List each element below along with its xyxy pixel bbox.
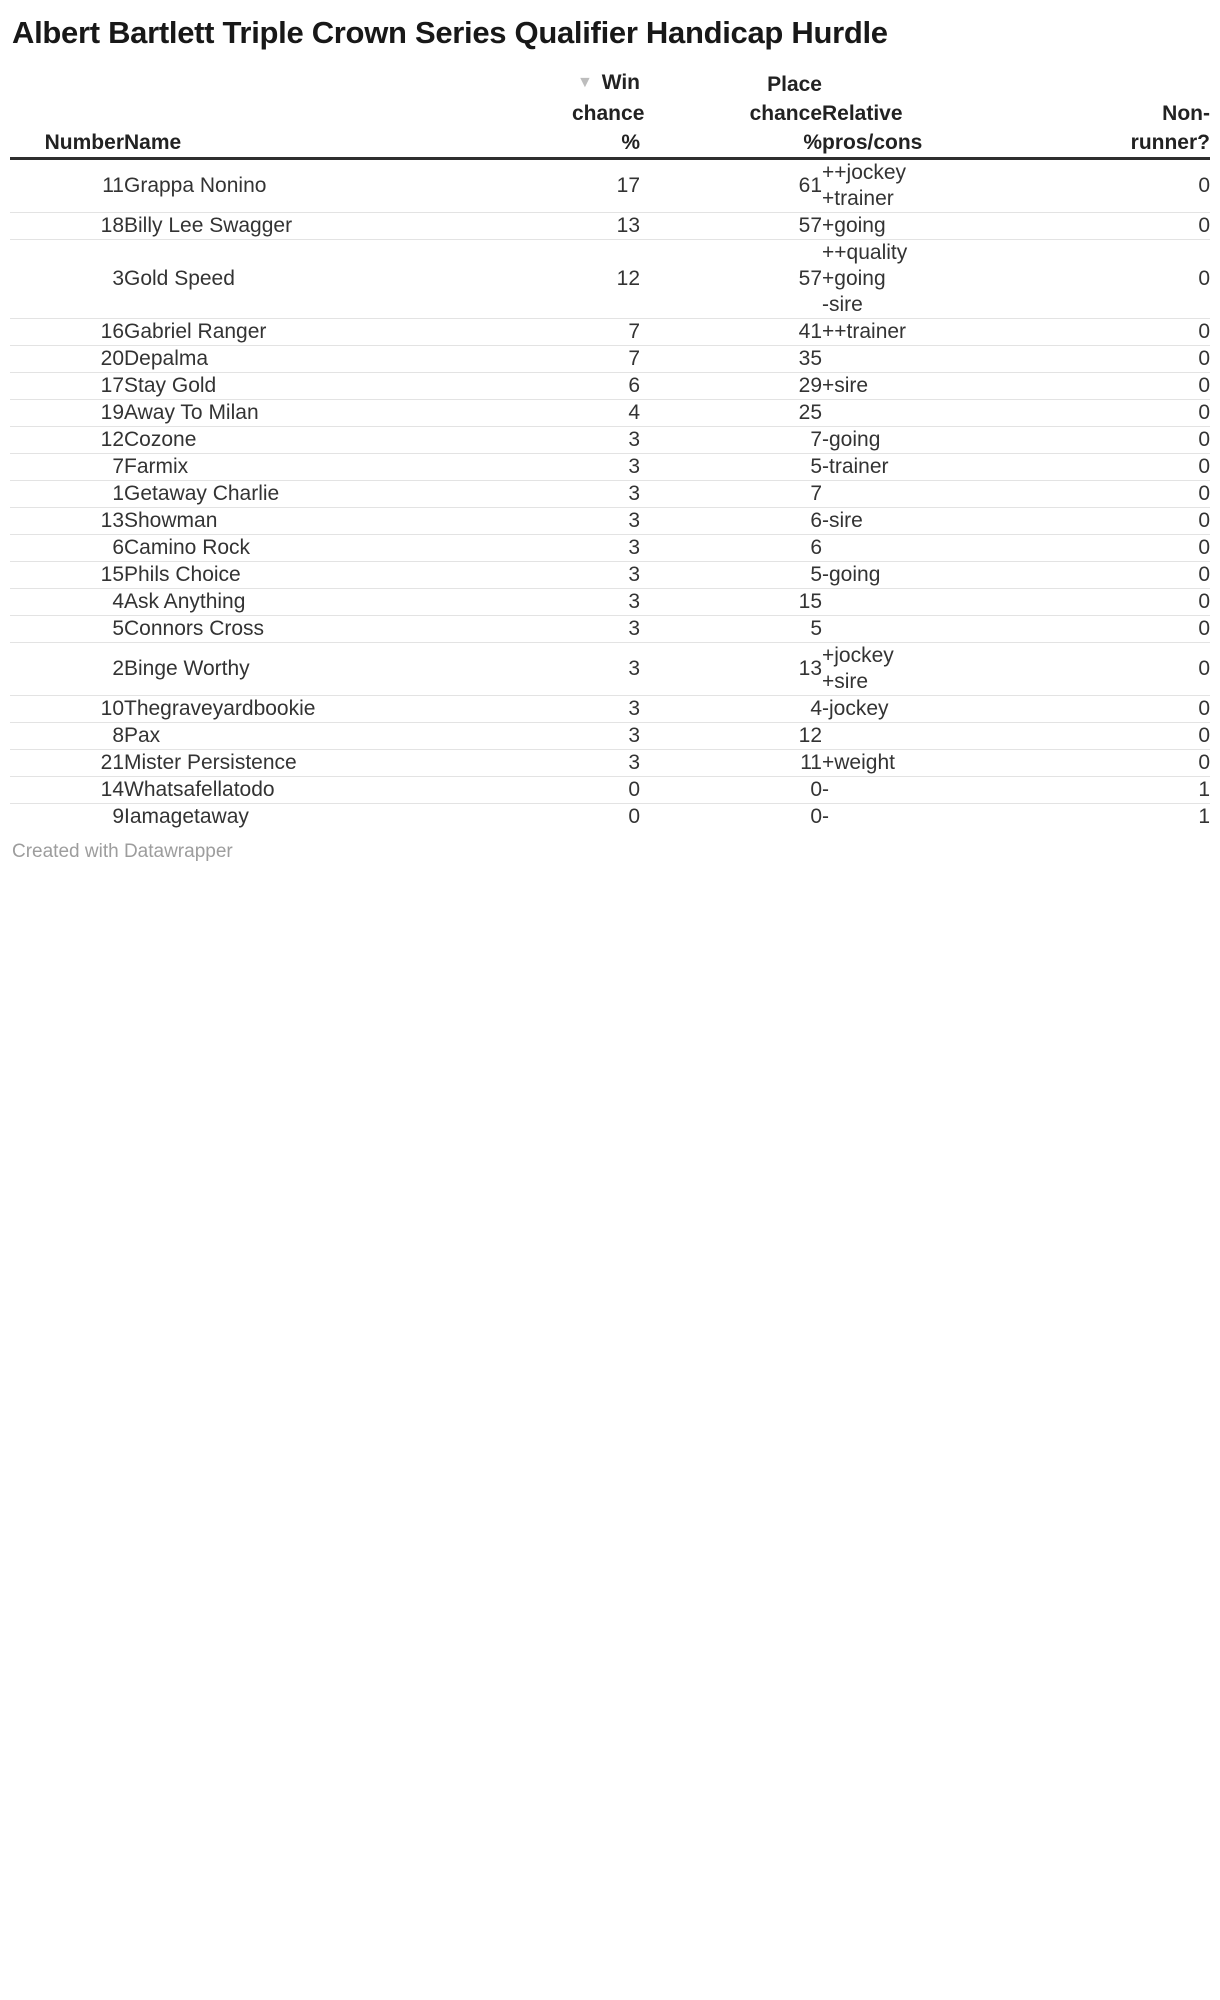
header-row — [10, 68, 1210, 159]
cell-place-chance: 61 — [798, 174, 822, 197]
cell-name: Billy Lee Swagger — [124, 214, 293, 237]
cell-pros-cons: - — [822, 778, 829, 801]
table-row — [10, 723, 1210, 750]
cell-name: Cozone — [124, 428, 197, 451]
cell-win-chance: 7 — [628, 347, 640, 370]
cell-name: Gold Speed — [124, 267, 235, 290]
table-row — [10, 319, 1210, 346]
cell-pros-cons: -going — [822, 563, 881, 586]
cell-number: 14 — [100, 778, 124, 801]
cell-name: Ask Anything — [124, 590, 246, 613]
cell-number: 21 — [100, 751, 124, 774]
cell-win-chance: 3 — [628, 482, 640, 505]
cell-pros-cons — [822, 400, 1062, 427]
column-header-nonrunner[interactable]: Non- runner? — [1130, 102, 1210, 154]
cell-pros-cons — [822, 723, 1062, 750]
cell-win-chance: 3 — [628, 697, 640, 720]
race-odds-table — [10, 68, 1210, 830]
table-row — [10, 562, 1210, 589]
cell-win-chance: 3 — [628, 509, 640, 532]
column-header-win[interactable]: ▼ Win chance % — [572, 71, 645, 154]
cell-place-chance: 11 — [800, 751, 822, 774]
cell-name: Connors Cross — [124, 617, 265, 640]
cell-win-chance: 3 — [628, 563, 640, 586]
cell-number: 4 — [112, 590, 124, 613]
cell-number: 3 — [112, 267, 124, 290]
chart-title: Albert Bartlett Triple Crown Series Qualifier Handicap Hurdle — [12, 15, 888, 50]
cell-name: Farmix — [124, 455, 189, 478]
cell-pros-cons — [822, 481, 1062, 508]
table-row — [10, 427, 1210, 454]
datawrapper-table-page — [0, 0, 1220, 864]
cell-place-chance: 0 — [810, 805, 822, 828]
cell-name: Away To Milan — [124, 401, 259, 424]
cell-number: 19 — [100, 401, 124, 424]
cell-non-runner: 0 — [1198, 563, 1210, 586]
cell-place-chance: 57 — [798, 214, 822, 237]
cell-name: Pax — [124, 724, 161, 747]
cell-place-chance: 5 — [810, 617, 822, 640]
cell-win-chance: 3 — [628, 455, 640, 478]
cell-name: Getaway Charlie — [124, 482, 280, 505]
cell-win-chance: 6 — [628, 374, 640, 397]
cell-win-chance: 0 — [628, 778, 640, 801]
cell-win-chance: 3 — [628, 536, 640, 559]
cell-number: 9 — [112, 805, 124, 828]
cell-pros-cons: +weight — [822, 751, 895, 774]
cell-name: Mister Persistence — [124, 751, 297, 774]
cell-non-runner: 0 — [1198, 214, 1210, 237]
cell-number: 17 — [100, 374, 124, 397]
cell-win-chance: 3 — [628, 428, 640, 451]
cell-pros-cons — [822, 535, 1062, 562]
cell-non-runner: 0 — [1198, 697, 1210, 720]
table-body — [10, 159, 1210, 831]
cell-name: Phils Choice — [124, 563, 241, 586]
cell-non-runner: 0 — [1198, 657, 1210, 680]
cell-place-chance: 35 — [798, 347, 822, 370]
cell-non-runner: 0 — [1198, 401, 1210, 424]
cell-place-chance: 7 — [810, 482, 822, 505]
cell-win-chance: 7 — [628, 320, 640, 343]
cell-pros-cons: -going — [822, 428, 881, 451]
cell-number: 5 — [112, 617, 124, 640]
table-row — [10, 346, 1210, 373]
table-row — [10, 213, 1210, 240]
table-row — [10, 616, 1210, 643]
cell-number: 18 — [100, 214, 124, 237]
cell-number: 15 — [100, 563, 124, 586]
cell-non-runner: 0 — [1198, 347, 1210, 370]
cell-non-runner: 0 — [1198, 455, 1210, 478]
table-row — [10, 481, 1210, 508]
cell-number: 11 — [102, 174, 124, 197]
cell-place-chance: 57 — [798, 267, 822, 290]
cell-number: 12 — [100, 428, 124, 451]
table-row — [10, 750, 1210, 777]
cell-pros-cons: +sire — [822, 374, 869, 397]
cell-name: Stay Gold — [124, 374, 217, 397]
table-row — [10, 777, 1210, 804]
cell-name: Whatsafellatodo — [124, 778, 275, 801]
column-header-name[interactable]: Name — [124, 131, 182, 154]
cell-win-chance: 3 — [628, 590, 640, 613]
cell-win-chance: 0 — [628, 805, 640, 828]
cell-non-runner: 0 — [1198, 509, 1210, 532]
cell-non-runner: 0 — [1198, 724, 1210, 747]
sort-descending-icon: ▼ — [577, 74, 593, 91]
cell-place-chance: 29 — [798, 374, 822, 397]
table-header — [10, 68, 1210, 159]
cell-pros-cons — [822, 589, 1062, 616]
column-header-number[interactable]: Number — [44, 131, 124, 154]
table-row — [10, 589, 1210, 616]
cell-place-chance: 41 — [798, 320, 822, 343]
cell-win-chance: 4 — [628, 401, 640, 424]
cell-place-chance: 7 — [810, 428, 822, 451]
cell-non-runner: 1 — [1198, 805, 1210, 828]
cell-name: Camino Rock — [124, 536, 251, 559]
cell-pros-cons: ++quality +going -sire — [822, 241, 908, 316]
table-row — [10, 373, 1210, 400]
cell-pros-cons: - — [822, 805, 829, 828]
table-row — [10, 240, 1210, 319]
cell-number: 6 — [112, 536, 124, 559]
cell-pros-cons: -trainer — [822, 455, 889, 478]
cell-non-runner: 0 — [1198, 374, 1210, 397]
cell-number: 16 — [100, 320, 124, 343]
cell-non-runner: 0 — [1198, 617, 1210, 640]
cell-name: Iamagetaway — [124, 805, 249, 828]
cell-win-chance: 12 — [616, 267, 640, 290]
cell-number: 7 — [112, 455, 124, 478]
cell-non-runner: 0 — [1198, 174, 1210, 197]
cell-non-runner: 0 — [1198, 590, 1210, 613]
table-row — [10, 454, 1210, 481]
cell-place-chance: 6 — [810, 536, 822, 559]
cell-number: 2 — [112, 657, 124, 680]
table-row — [10, 159, 1210, 213]
cell-number: 8 — [112, 724, 124, 747]
cell-place-chance: 4 — [810, 697, 822, 720]
cell-place-chance: 5 — [810, 563, 822, 586]
cell-name: Binge Worthy — [124, 657, 250, 680]
table-row — [10, 400, 1210, 427]
column-header-pros[interactable]: Relative pros/cons — [822, 102, 923, 154]
table-row — [10, 804, 1210, 831]
cell-place-chance: 12 — [798, 724, 822, 747]
cell-non-runner: 0 — [1198, 428, 1210, 451]
cell-pros-cons — [822, 616, 1062, 643]
cell-non-runner: 0 — [1198, 536, 1210, 559]
cell-place-chance: 13 — [798, 657, 822, 680]
cell-non-runner: 0 — [1198, 482, 1210, 505]
cell-pros-cons: +jockey +sire — [822, 644, 894, 693]
table-row — [10, 535, 1210, 562]
datawrapper-credit: Created with Datawrapper — [12, 841, 233, 862]
cell-place-chance: 6 — [810, 509, 822, 532]
table-row — [10, 643, 1210, 696]
cell-place-chance: 5 — [810, 455, 822, 478]
cell-pros-cons: -jockey — [822, 697, 889, 720]
cell-win-chance: 17 — [616, 174, 640, 197]
cell-number: 20 — [100, 347, 124, 370]
cell-win-chance: 13 — [616, 214, 640, 237]
cell-win-chance: 3 — [628, 724, 640, 747]
cell-name: Thegraveyardbookie — [124, 697, 316, 720]
cell-name: Gabriel Ranger — [124, 320, 267, 343]
cell-pros-cons: ++jockey +trainer — [822, 161, 907, 210]
cell-name: Showman — [124, 509, 218, 532]
cell-place-chance: 15 — [798, 590, 822, 613]
cell-pros-cons: +going — [822, 214, 886, 237]
cell-name: Grappa Nonino — [124, 174, 267, 197]
cell-non-runner: 1 — [1198, 778, 1210, 801]
cell-pros-cons — [822, 346, 1062, 373]
cell-place-chance: 25 — [798, 401, 822, 424]
table-row — [10, 696, 1210, 723]
cell-non-runner: 0 — [1198, 267, 1210, 290]
cell-win-chance: 3 — [628, 617, 640, 640]
cell-pros-cons: ++trainer — [822, 320, 907, 343]
cell-non-runner: 0 — [1198, 320, 1210, 343]
cell-non-runner: 0 — [1198, 751, 1210, 774]
table-row — [10, 508, 1210, 535]
cell-win-chance: 3 — [628, 751, 640, 774]
cell-place-chance: 0 — [810, 778, 822, 801]
cell-pros-cons: -sire — [822, 509, 863, 532]
cell-number: 10 — [100, 697, 124, 720]
cell-win-chance: 3 — [628, 657, 640, 680]
cell-number: 1 — [112, 482, 124, 505]
cell-name: Depalma — [124, 347, 209, 370]
column-header-place[interactable]: Place chance % — [749, 73, 822, 154]
cell-number: 13 — [100, 509, 124, 532]
